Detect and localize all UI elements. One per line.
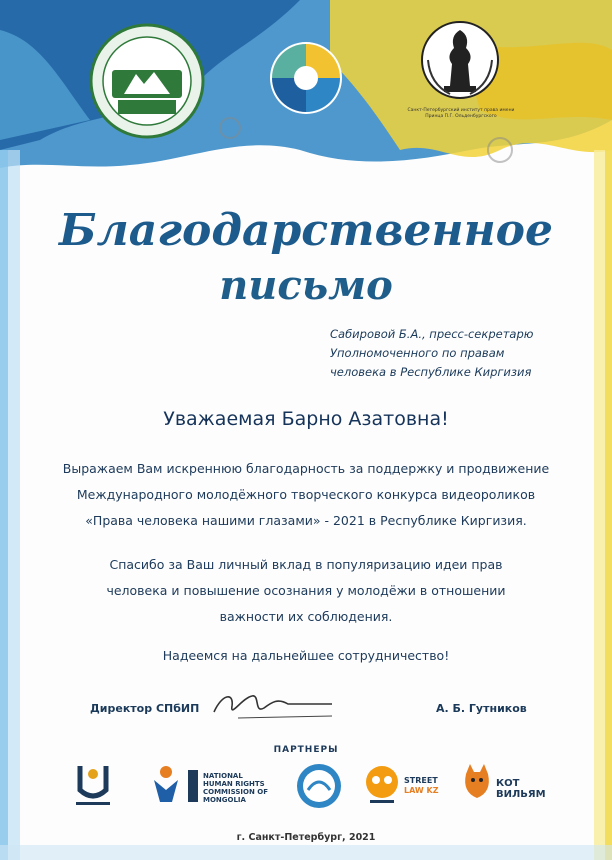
mongolia-commission-label: NATIONAL HUMAN RIGHTS COMMISSION OF MONGOLIA [203, 772, 268, 804]
street-law-logo [364, 762, 400, 810]
paragraph-line: Выражаем Вам искреннюю благодарность за поддержку и продвижение [62, 461, 550, 476]
contest-emblem-logo [268, 40, 344, 116]
addressee-line: Сабировой Б.А., пресс-секретарю [330, 327, 534, 341]
paragraph-line: важности их соблюдения. [219, 609, 393, 624]
film-institute-logo [88, 22, 206, 140]
human-figure-logo [150, 762, 182, 810]
signatory-position: Директор СПбИП [90, 702, 200, 715]
bottom-edge [0, 845, 612, 860]
law-institute-caption: Санкт-Петербургский институт права имени Принца П.Г. Ольденбургского [407, 108, 515, 119]
partners-heading: ПАРТНЕРЫ [273, 745, 339, 755]
thanks-paragraph [20, 552, 592, 630]
signatory-name: А. Б. Гутников [436, 702, 527, 715]
handwritten-signature [208, 688, 336, 722]
addressee-block [330, 325, 590, 382]
kot-wiliam-label: КОТ ВИЛЬЯМ [496, 778, 546, 800]
gratitude-paragraph [20, 456, 592, 534]
document-title-line1: Благодарственное [58, 205, 553, 256]
paragraph-line: Международного молодёжного творческого конкурса видеороликов [76, 487, 536, 502]
paragraph-line: человека и повышение осознания у молодёжи в отношении [106, 583, 506, 598]
ombudsman-logo [72, 762, 114, 810]
partner-circle-logo [296, 762, 342, 810]
mongolia-commission-icon [186, 762, 200, 810]
kot-wiliam-cat-icon [460, 762, 494, 810]
place-date-footer: г. Санкт-Петербург, 2021 [236, 832, 376, 843]
salutation: Уважаемая Барно Азатовна! [163, 408, 449, 430]
document-title-line2: письмо [219, 262, 393, 309]
paragraph-line: Спасибо за Ваш личный вклад в популяризацию идеи прав [109, 557, 503, 572]
street-law-label: STREET LAW KZ [404, 776, 439, 795]
paragraph-line: «Права человека нашими глазами» - 2021 в Республике Киргизия. [85, 513, 527, 528]
addressee-line: человека в Республике Киргизия [330, 365, 532, 379]
closing-paragraph: Надеемся на дальнейшее сотрудничество! [162, 648, 450, 663]
addressee-line: Уполномоченного по правам [330, 346, 505, 360]
